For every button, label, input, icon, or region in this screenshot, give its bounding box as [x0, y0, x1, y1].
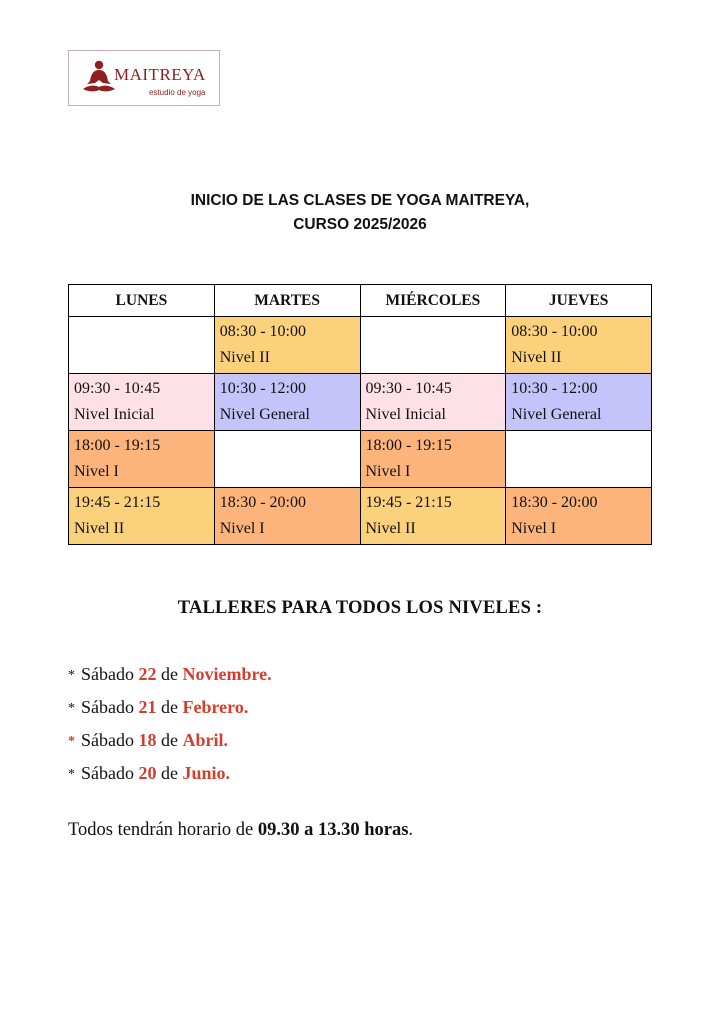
- workshops-list: [68, 660, 272, 792]
- page-title-line-2: CURSO 2025/2026: [293, 216, 427, 233]
- class-time: 18:30 - 20:00: [511, 494, 598, 511]
- day-header-martes: MARTES: [214, 285, 360, 317]
- logo: [68, 50, 220, 106]
- bullet-asterisk: *: [68, 701, 75, 716]
- class-level: Nivel Inicial: [74, 406, 155, 423]
- schedule-cell: [214, 431, 360, 488]
- bullet-asterisk: *: [68, 734, 75, 749]
- schedule-cell: [69, 431, 215, 488]
- class-time: 10:30 - 12:00: [511, 380, 598, 397]
- schedule-cell: [360, 317, 506, 374]
- day-header-jueves: JUEVES: [506, 285, 652, 317]
- workshop-weekday: Sábado: [81, 763, 134, 783]
- class-level: Nivel General: [511, 406, 602, 423]
- meditating-figure-icon: [81, 59, 117, 97]
- workshops-title: TALLERES PARA TODOS LOS NIVELES :: [177, 598, 543, 618]
- class-time: 08:30 - 10:00: [511, 323, 598, 340]
- footer-hours: 09.30 a 13.30 horas: [257, 820, 409, 840]
- class-level: Nivel II: [365, 520, 416, 537]
- workshop-weekday: Sábado: [81, 697, 134, 717]
- class-level: Nivel I: [511, 520, 557, 537]
- class-time: 10:30 - 12:00: [219, 380, 306, 397]
- footer-text: Todos tendrán horario de: [68, 820, 254, 840]
- class-level: Nivel I: [365, 463, 411, 480]
- schedule-header-row: [69, 285, 652, 317]
- schedule-cell: [69, 374, 215, 431]
- class-time: 09:30 - 10:45: [365, 380, 452, 397]
- workshop-day: 20: [138, 763, 157, 783]
- class-level: Nivel Inicial: [365, 406, 446, 423]
- footer-note: [68, 820, 413, 841]
- footer-period: .: [408, 820, 414, 840]
- page-title-line-1: INICIO DE LAS CLASES DE YOGA MAITREYA,: [190, 192, 530, 209]
- class-time: 09:30 - 10:45: [74, 380, 161, 397]
- schedule-cell: [506, 374, 652, 431]
- workshop-day: 21: [138, 697, 157, 717]
- workshop-day: 18: [138, 730, 157, 750]
- schedule-cell: [69, 317, 215, 374]
- schedule-cell: [360, 488, 506, 545]
- logo-tagline: estudio de yoga: [149, 88, 206, 97]
- day-header-lunes: LUNES: [69, 285, 215, 317]
- class-time: 18:00 - 19:15: [365, 437, 452, 454]
- schedule-row: [69, 374, 652, 431]
- workshop-item: [68, 693, 272, 726]
- workshop-connector: de: [161, 730, 178, 750]
- workshop-month: Abril.: [182, 730, 229, 750]
- schedule-cell: [214, 488, 360, 545]
- workshop-connector: de: [161, 664, 178, 684]
- class-level: Nivel II: [74, 520, 125, 537]
- schedule-cell: [214, 317, 360, 374]
- logo-name: MAITREYA: [114, 65, 206, 84]
- class-level: Nivel II: [511, 349, 562, 366]
- schedule-cell: [360, 374, 506, 431]
- schedule-row: [69, 431, 652, 488]
- schedule-cell: [214, 374, 360, 431]
- schedule-cell: [506, 431, 652, 488]
- workshop-weekday: Sábado: [81, 730, 134, 750]
- workshop-item: [68, 660, 272, 693]
- workshop-month: Noviembre.: [182, 664, 272, 684]
- class-time: 18:00 - 19:15: [74, 437, 161, 454]
- day-header-miercoles: MIÉRCOLES: [360, 285, 506, 317]
- class-level: Nivel I: [219, 520, 265, 537]
- bullet-asterisk: *: [68, 668, 75, 683]
- class-time: 19:45 - 21:15: [74, 494, 161, 511]
- schedule-cell: [69, 488, 215, 545]
- schedule-cell: [360, 431, 506, 488]
- class-level: Nivel II: [219, 349, 270, 366]
- class-time: 18:30 - 20:00: [219, 494, 306, 511]
- workshop-item: [68, 759, 272, 792]
- schedule-row: [69, 317, 652, 374]
- workshop-item: [68, 726, 272, 759]
- workshop-month: Febrero.: [182, 697, 249, 717]
- bullet-asterisk: *: [68, 767, 75, 782]
- workshop-month: Junio.: [182, 763, 231, 783]
- class-time: 08:30 - 10:00: [219, 323, 306, 340]
- schedule-table: [68, 284, 652, 545]
- workshop-connector: de: [161, 763, 178, 783]
- workshop-day: 22: [138, 664, 157, 684]
- class-level: Nivel General: [219, 406, 310, 423]
- schedule-cell: [506, 317, 652, 374]
- schedule-cell: [506, 488, 652, 545]
- workshop-weekday: Sábado: [81, 664, 134, 684]
- class-level: Nivel I: [74, 463, 119, 480]
- class-time: 19:45 - 21:15: [365, 494, 452, 511]
- workshop-connector: de: [161, 697, 178, 717]
- schedule-row: [69, 488, 652, 545]
